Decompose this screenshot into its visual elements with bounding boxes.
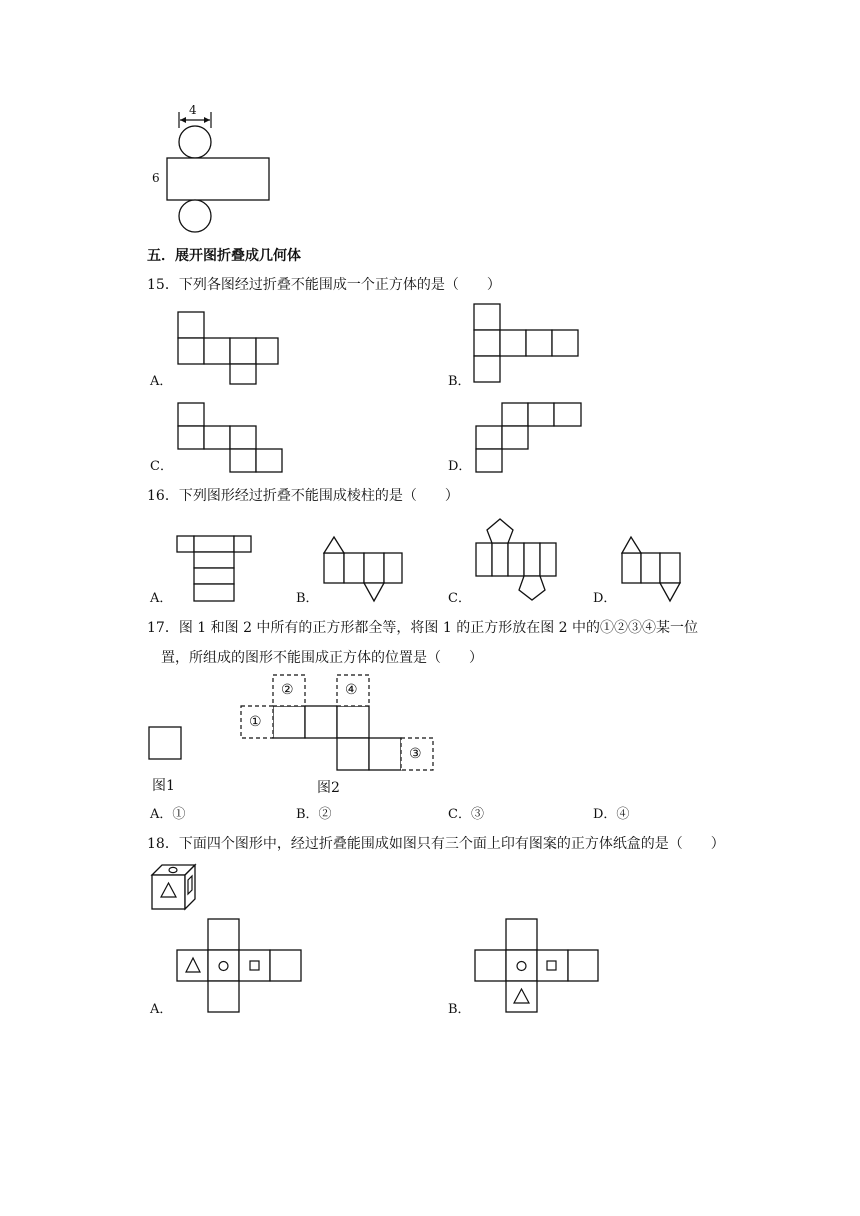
q17-option-b[interactable]: B．②	[296, 807, 332, 822]
q17-option-d[interactable]: D．④	[593, 807, 630, 822]
q18-option-b[interactable]: B．	[448, 1002, 471, 1017]
q16-option-a[interactable]: A．	[150, 591, 173, 606]
q17-text-line2: 置，所组成的图形不能围成正方体的位置是（ ）	[161, 650, 483, 666]
q18-net-b	[475, 919, 598, 1012]
q15-option-b[interactable]: B．	[448, 374, 471, 389]
q17-fig1-label: 图1	[152, 778, 175, 794]
q16-option-c[interactable]: C．	[448, 591, 471, 606]
q15-option-d[interactable]: D．	[448, 459, 472, 474]
q17-marker-4: ④	[345, 682, 358, 698]
q17-fig2-label: 图2	[317, 780, 340, 796]
q15-text: 15．下列各图经过折叠不能围成一个正方体的是（ ）	[147, 277, 501, 293]
q18-option-a[interactable]: A．	[150, 1002, 173, 1017]
q18-cube-illustration	[152, 865, 195, 909]
q15-option-a[interactable]: A．	[150, 374, 173, 389]
q16-option-d[interactable]: D．	[593, 591, 617, 606]
dimension-top: 4	[189, 103, 197, 117]
q17-option-a[interactable]: A．①	[150, 807, 186, 822]
q15-option-c[interactable]: C．	[150, 459, 173, 474]
q18-text: 18．下面四个图形中，经过折叠能围成如图只有三个面上印有图案的正方体纸盒的是（ ）	[147, 836, 725, 852]
q17-option-c[interactable]: C．③	[448, 807, 484, 822]
q17-marker-3: ③	[409, 746, 422, 762]
q18-net-a	[177, 919, 301, 1012]
q17-marker-2: ②	[281, 682, 294, 698]
section-heading: 五．展开图折叠成几何体	[147, 248, 301, 264]
q16-option-b[interactable]: B．	[296, 591, 319, 606]
dimension-side: 6	[152, 171, 160, 185]
q16-text: 16．下列图形经过折叠不能围成棱柱的是（ ）	[147, 488, 459, 504]
q17-marker-1: ①	[249, 714, 262, 730]
q17-text-line1: 17．图 1 和图 2 中所有的正方形都全等，将图 1 的正方形放在图 2 中的①②③④某一位	[147, 620, 699, 636]
